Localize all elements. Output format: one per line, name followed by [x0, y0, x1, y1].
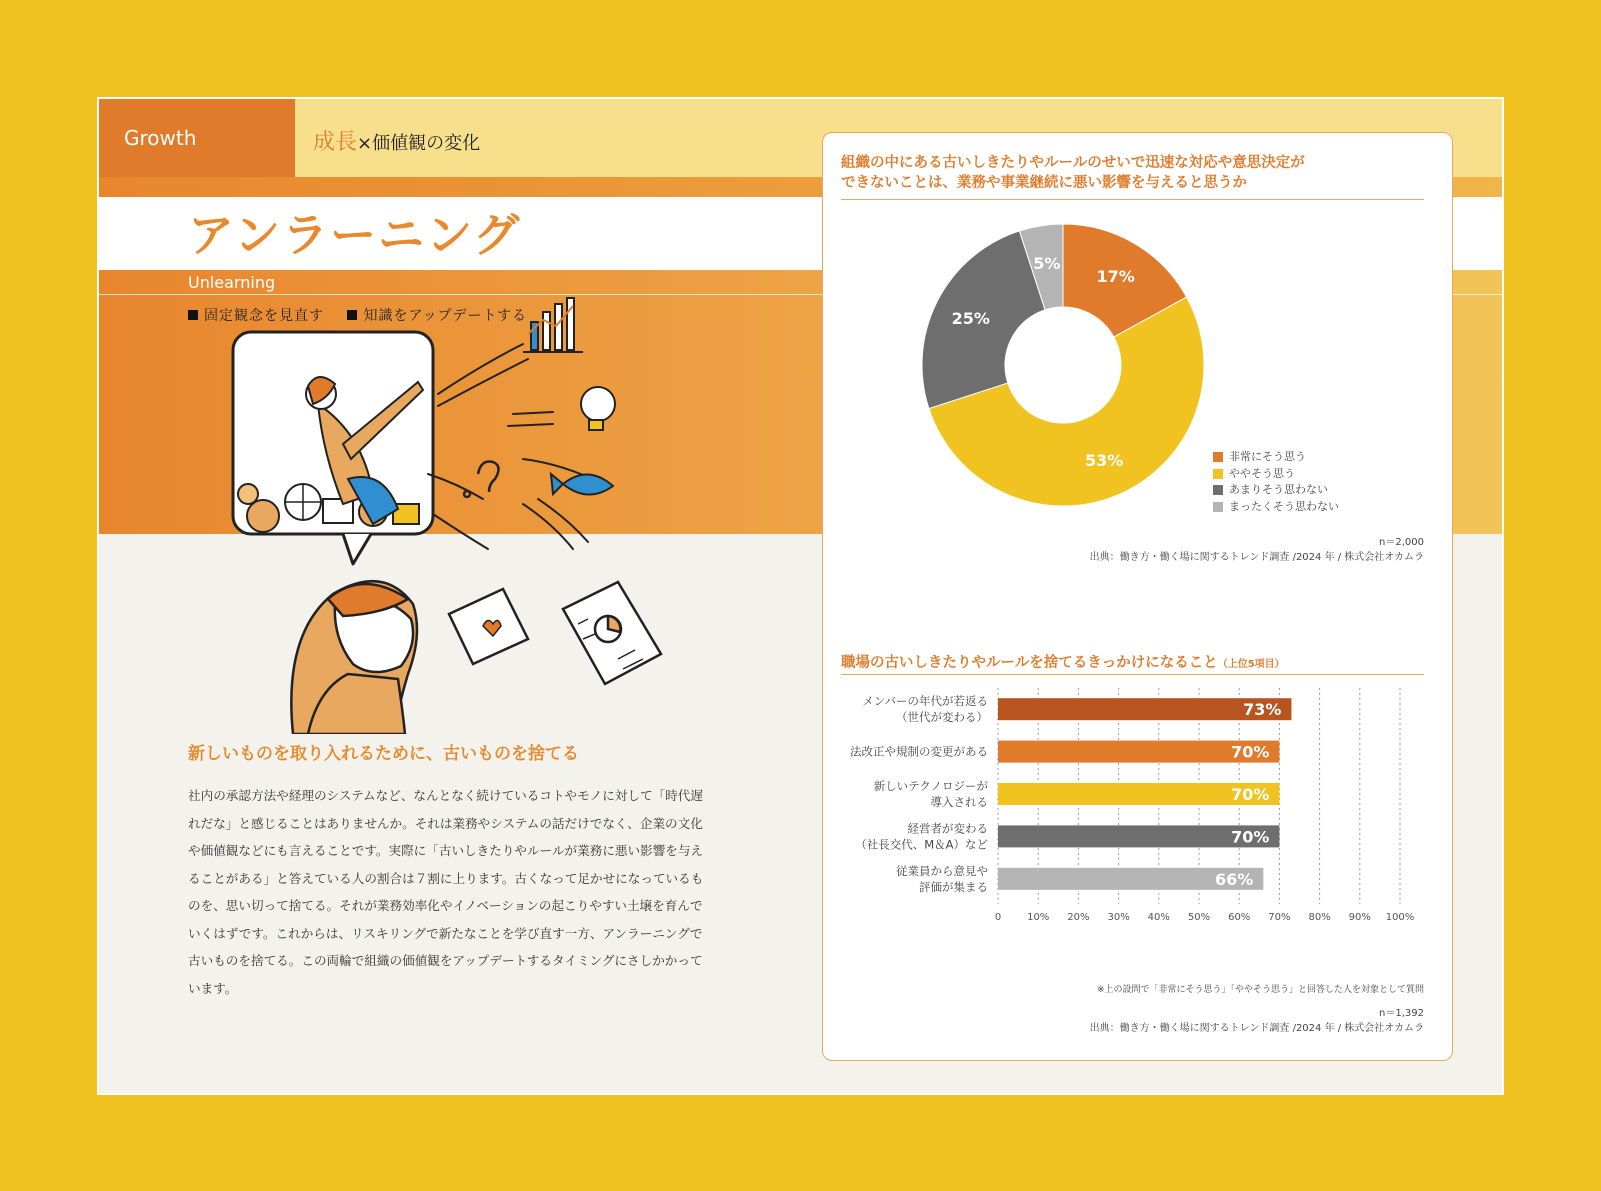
category-label: 導入される — [930, 795, 988, 809]
donut-source-block — [1090, 535, 1424, 565]
legend-label: まったくそう思わない — [1229, 499, 1339, 513]
bar-value-label: 70% — [1231, 742, 1270, 762]
article-paragraph: 社内の承認方法や経理のシステムなど、なんとなく続けているコトやモノに対して「時代遅れだな」と感じることはありませんか。それは業務やシステムの話だけでなく、企業の文化や価値観などにも言えることです。実際に「古いしきたりやルールが業務に悪い影響を与えることがある」と答えている人の割合は７割に上ります。古くなって足かせになっているものを、思い切って捨てる。それが業務効率化やイノベーションの起こりやすい土壌を育んでいくはずです。これからは、リスキリングで新たなことを学び直す一方、アンラーニングで古いものを捨てる。この両輪で組織の価値観をアップデートするタイミングにさしかかっています。 — [188, 788, 704, 996]
donut-chart-title — [841, 153, 1421, 193]
bar-title-main: 職場の古いしきたりやルールを捨てるきっかけになること — [841, 655, 1218, 671]
x-tick-label: 20% — [1067, 912, 1090, 923]
woman-thinking — [291, 581, 417, 734]
legend-swatch — [1213, 469, 1223, 479]
donut-slice-label: 25% — [951, 309, 990, 329]
light-bulb-icon — [581, 387, 615, 430]
bar-chart-title — [841, 651, 1285, 672]
page-title: アンラーニング — [188, 208, 522, 262]
bar-value-label: 66% — [1215, 869, 1254, 889]
x-tick-label: 100% — [1385, 912, 1415, 923]
donut-title-line1: 組織の中にある古いしきたりやルールのせいで迅速な対応や意思決定が — [841, 155, 1305, 171]
legend-swatch — [1213, 502, 1223, 512]
category-label: 経営者が変わる — [907, 821, 988, 836]
donut-n: n＝2,000 — [1379, 537, 1424, 548]
bullet-item: 知識をアップデートする — [363, 308, 528, 324]
x-tick-label: 0 — [994, 912, 1002, 923]
category-label: （世代が変わる） — [896, 710, 988, 725]
legend-label: 非常にそう思う — [1229, 450, 1306, 463]
x-tick-label: 10% — [1027, 912, 1050, 923]
bar-title-rule — [841, 674, 1424, 675]
bar-value-label: 70% — [1231, 785, 1270, 804]
question-icon — [464, 462, 499, 498]
chart-icon — [523, 298, 583, 352]
bar-note: ※上の設問で「非常にそう思う」「ややそう思う」と回答した人を対象として質問 — [1096, 985, 1424, 995]
bar-value-label: 70% — [1231, 827, 1270, 847]
donut-slice-label: 53% — [1084, 450, 1124, 470]
header-title-rest: ×価値観の変化 — [357, 133, 481, 154]
donut-title-rule — [841, 199, 1424, 200]
report-icon — [563, 582, 661, 684]
donut-slice-label: 5% — [1033, 253, 1061, 273]
category-label: （社長交代、M＆A）など — [855, 837, 988, 852]
x-tick-label: 70% — [1268, 912, 1291, 923]
category-label: メンバーの年代が若返る — [862, 694, 988, 709]
fish-icon — [551, 474, 613, 495]
legend-label: ややそう思う — [1229, 466, 1295, 480]
x-tick-label: 80% — [1308, 912, 1331, 923]
article-heading: 新しいものを取り入れるために、古いものを捨てる — [188, 744, 579, 764]
donut-chart — [823, 203, 1454, 533]
x-tick-label: 50% — [1187, 912, 1211, 923]
donut-title-line2: できないことは、業務や事業継続に悪い影響を与えると思うか — [841, 175, 1247, 191]
legend-swatch — [1213, 452, 1223, 462]
bar-chart — [823, 678, 1454, 958]
donut-slice-label: 17% — [1096, 266, 1135, 286]
category-label: 従業員から意見や — [896, 863, 988, 878]
speech-tail — [343, 534, 371, 564]
bar-value-label: 73% — [1243, 700, 1282, 720]
header-title-accent: 成長 — [313, 130, 358, 155]
bar-source-block — [1090, 1006, 1424, 1036]
growth-tab: Growth — [99, 99, 295, 177]
page-card — [97, 97, 1504, 1095]
page-subtitle: Unlearning — [188, 273, 276, 292]
bar-source: 出典：働き方・働く場に関するトレンド調査 /2024 年 / 株式会社オカムラ — [1089, 1023, 1424, 1034]
illustration — [223, 294, 703, 734]
header-title — [313, 125, 480, 156]
category-label: 法改正や規制の変更がある — [850, 744, 988, 759]
bar-title-note: （上位5項目） — [1217, 659, 1285, 670]
chart-panel — [822, 132, 1453, 1061]
legend-item — [1213, 482, 1339, 499]
x-tick-label: 60% — [1228, 912, 1251, 923]
square-bullet-icon — [188, 310, 198, 320]
x-tick-label: 90% — [1348, 912, 1371, 923]
x-tick-label: 30% — [1107, 912, 1130, 923]
category-label: 評価が集まる — [919, 879, 988, 894]
envelope-icon — [449, 589, 528, 664]
legend-item — [1213, 466, 1339, 483]
legend-item — [1213, 499, 1339, 516]
legend-item — [1213, 449, 1339, 466]
legend-label: あまりそう思わない — [1229, 483, 1328, 496]
flying-lines — [428, 344, 603, 549]
donut-source: 出典：働き方・働く場に関するトレンド調査 /2024 年 / 株式会社オカムラ — [1089, 552, 1424, 563]
category-label: 新しいテクノロジーが — [873, 779, 988, 793]
bullet-item: 固定観念を見直す — [204, 308, 324, 324]
donut-legend — [1213, 449, 1339, 515]
legend-swatch — [1213, 485, 1223, 495]
bar-n: n＝1,392 — [1379, 1008, 1424, 1019]
x-tick-label: 40% — [1147, 912, 1170, 923]
